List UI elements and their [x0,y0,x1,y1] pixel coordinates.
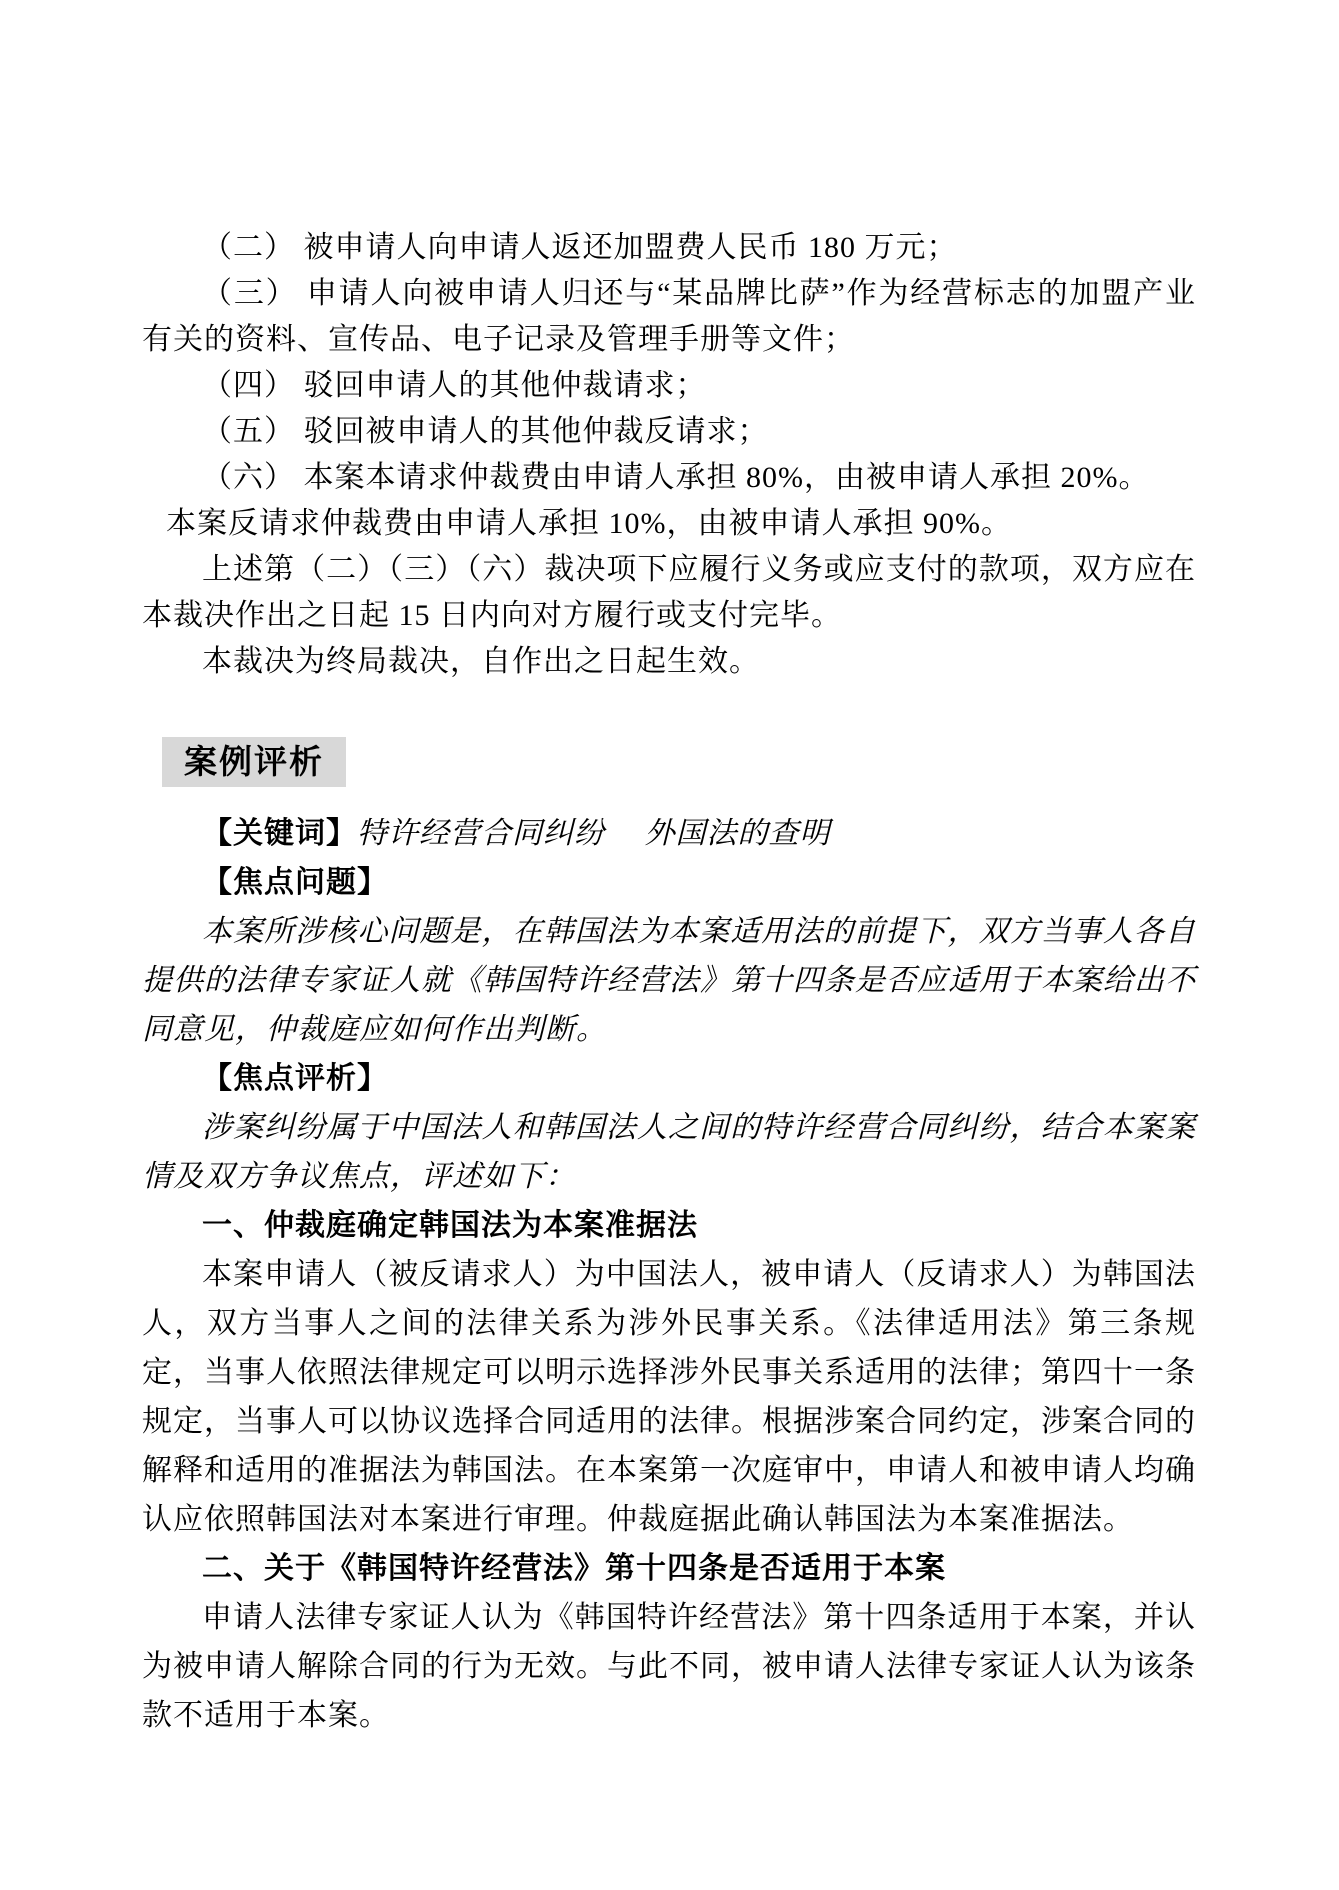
point-2-heading: 二、关于《韩国特许经营法》第十四条是否适用于本案 [202,1552,946,1585]
award-counterclaim-fee: 本案反请求仲裁费由申请人承担 10%，由被申请人承担 90%。 [166,507,1012,540]
focus-analysis-intro: 涉案纠纷属于中国法人和韩国法人之间的特许经营合同纠纷，结合本案案情及双方争议焦点，评述如下： [142,1111,1196,1193]
award-items-section [142,225,1196,685]
section-title-case-analysis: 案例评析 [162,737,346,787]
award-item-2: （二） 被申请人向申请人返还加盟费人民币 180 万元； [202,231,958,264]
point-1-heading: 一、仲裁庭确定韩国法为本案准据法 [202,1209,698,1242]
award-item-3: （三） 申请人向被申请人归还与“某品牌比萨”作为经营标志的加盟产业有关的资料、宣传品、电子记录及管理手册等文件； [142,277,1196,356]
award-item-6: （六） 本案本请求仲裁费由申请人承担 80%，由被申请人承担 20%。 [202,461,1150,494]
point-1-body: 本案申请人（被反请求人）为中国法人，被申请人（反请求人）为韩国法人，双方当事人之间的法律关系为涉外民事关系。《法律适用法》第三条规定，当事人依照法律规定可以明示选择涉外民事关系适用的法律；第四十一条规定，当事人可以协议选择合同适用的法律。根据涉案合同约定，涉案合同的解释和适用的准据法为韩国法。在本案第一次庭审中，申请人和被申请人均确认应依照韩国法对本案进行审理。仲裁庭据此确认韩国法为本案准据法。 [142,1258,1196,1536]
focus-issue-body: 本案所涉核心问题是，在韩国法为本案适用法的前提下，双方当事人各自提供的法律专家证人就《韩国特许经营法》第十四条是否应适用于本案给出不同意见，仲裁庭应如何作出判断。 [142,915,1196,1046]
award-item-5: （五） 驳回被申请人的其他仲裁反请求； [202,415,769,448]
focus-issue-heading: 【焦点问题】 [202,866,388,899]
keywords-text: 特许经营合同纠纷 外国法的查明 [357,817,831,850]
focus-analysis-heading: 【焦点评析】 [202,1062,388,1095]
page-content [142,0,1196,1740]
commentary-section [142,809,1196,1740]
keywords-label: 【关键词】 [202,817,357,850]
keywords-line [142,809,1196,858]
award-item-4: （四） 驳回申请人的其他仲裁请求； [202,369,707,402]
award-performance-clause: 上述第（二）（三）（六）裁决项下应履行义务或应支付的款项，双方应在本裁决作出之日起 15 日内向对方履行或支付完毕。 [142,553,1196,632]
award-finality-clause: 本裁决为终局裁决，自作出之日起生效。 [202,645,760,678]
point-2-body: 申请人法律专家证人认为《韩国特许经营法》第十四条适用于本案，并认为被申请人解除合同的行为无效。与此不同，被申请人法律专家证人认为该条款不适用于本案。 [142,1601,1196,1732]
